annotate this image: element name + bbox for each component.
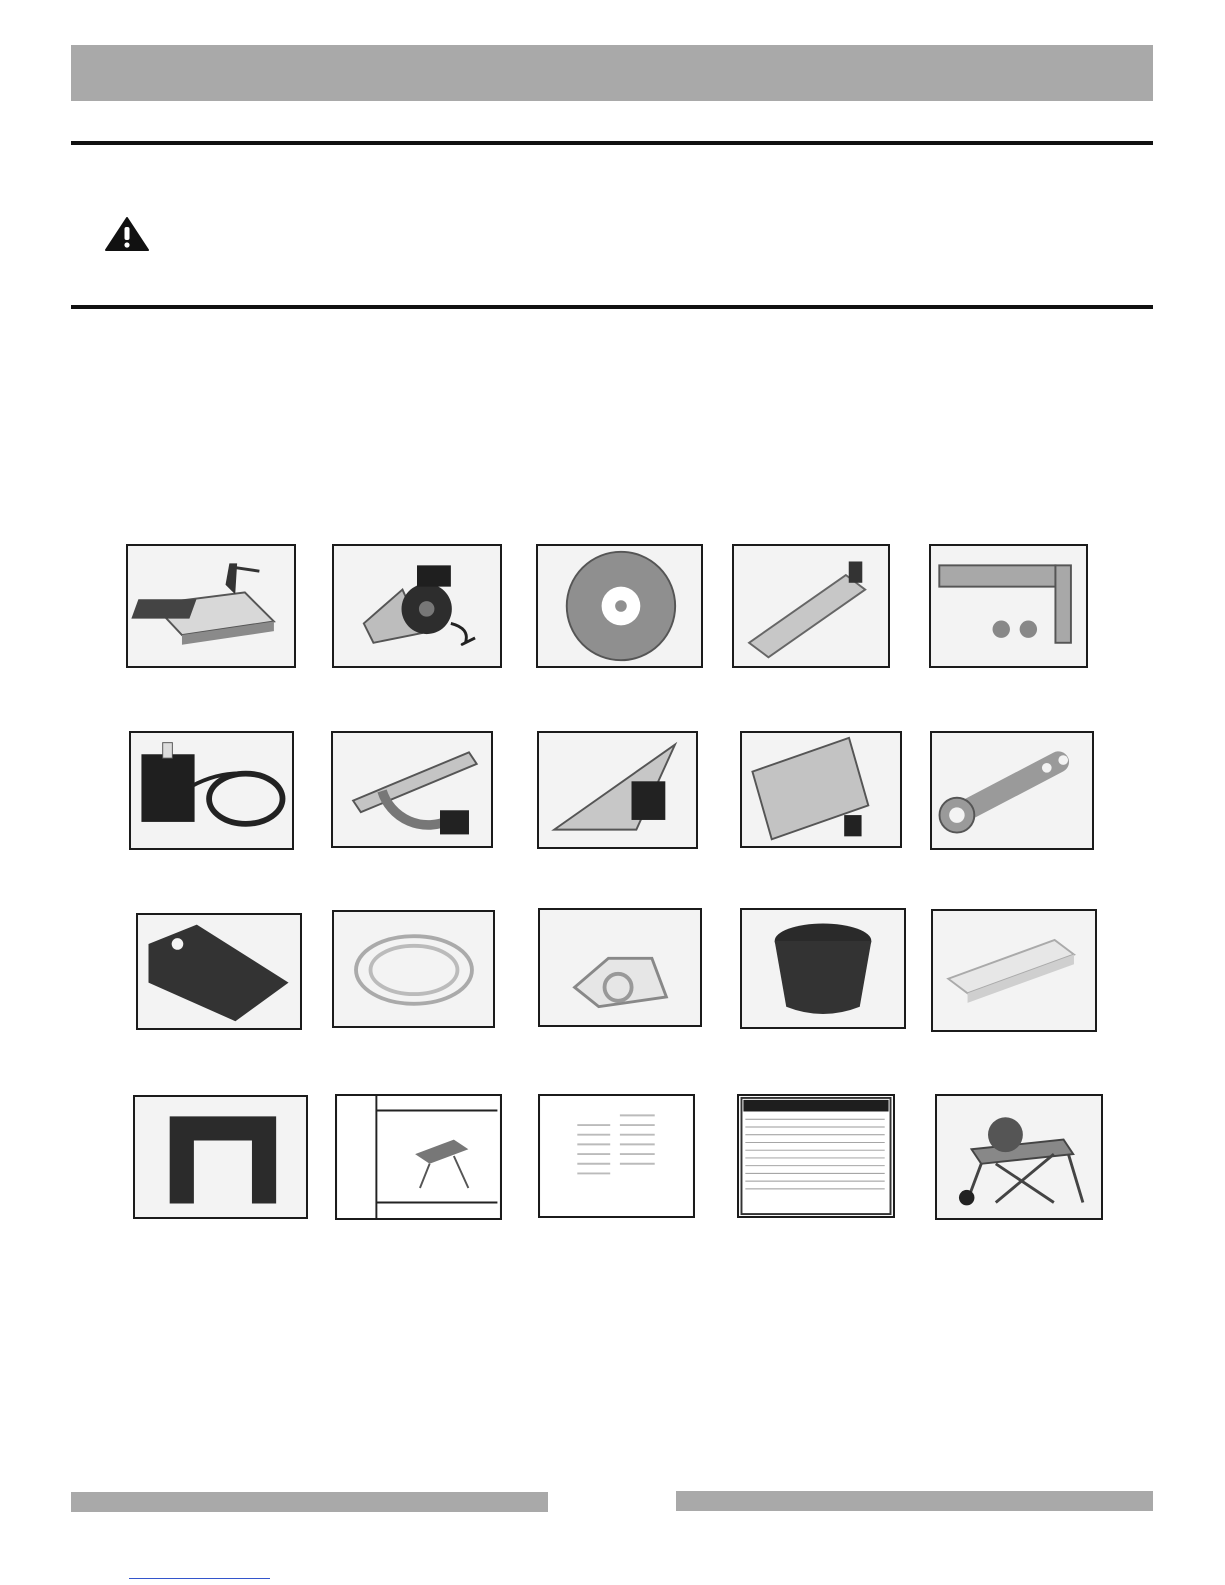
blade-guard-arm-icon (732, 544, 890, 668)
splash-guard-flap-icon (136, 913, 302, 1030)
water-hose-icon (332, 910, 495, 1028)
rubber-plug-icon (740, 908, 906, 1029)
section-rule-top (71, 141, 1153, 145)
stand-bracket-icon (133, 1095, 308, 1219)
operator-manual-icon (335, 1094, 502, 1220)
water-pump-icon (129, 731, 294, 850)
section-rule-bottom (71, 305, 1153, 309)
angle-guide-icon (537, 731, 698, 849)
footer-bar-right (676, 1491, 1153, 1511)
blade-wrench-icon (930, 731, 1094, 850)
bracket-with-knobs-icon (929, 544, 1088, 668)
hose-clip-icon (538, 908, 702, 1027)
footer-bar-left (71, 1492, 548, 1512)
warning-triangle-icon (104, 216, 150, 252)
dressing-stone-icon (931, 909, 1097, 1032)
footer-link-underline[interactable] (129, 1578, 270, 1579)
extension-tray-icon (740, 731, 902, 848)
miter-protractor-guide-icon (331, 731, 493, 848)
header-band (71, 45, 1153, 101)
warranty-card-icon (737, 1094, 895, 1218)
cutting-head-motor-icon (332, 544, 502, 668)
tile-saw-table-icon (126, 544, 296, 668)
saw-on-stand-icon (935, 1094, 1103, 1220)
diamond-blade-icon (536, 544, 703, 668)
safety-sheet-icon (538, 1094, 695, 1218)
